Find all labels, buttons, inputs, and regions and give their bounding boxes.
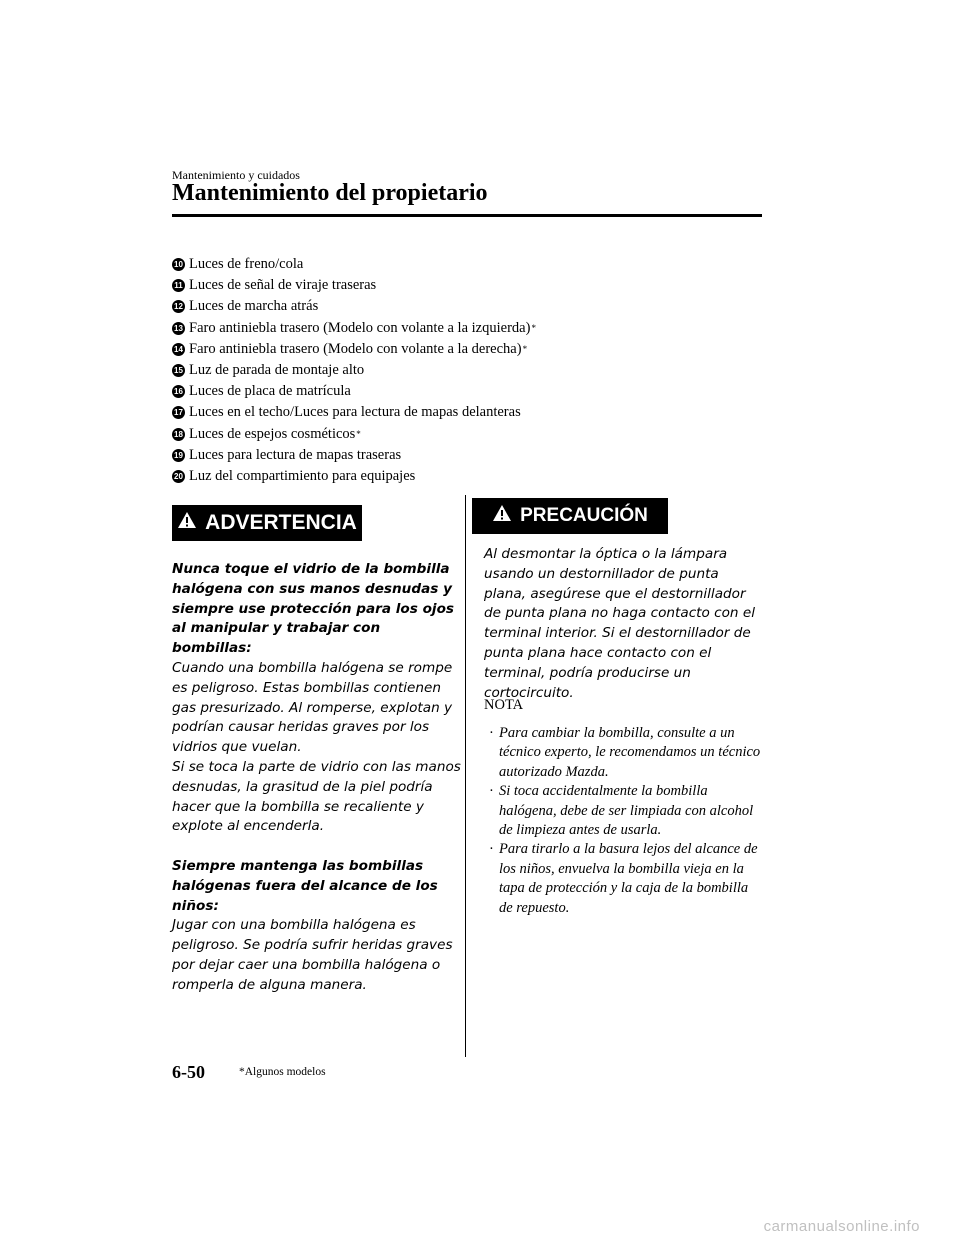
list-item-text: Luces para lectura de mapas traseras xyxy=(189,446,402,463)
list-item-text: Luces de placa de matrícula xyxy=(189,383,351,400)
asterisk: * xyxy=(531,323,536,334)
number-badge: 18 xyxy=(172,428,185,441)
list-item-text: Luz del compartimiento para equipajes xyxy=(189,467,416,484)
list-item-text: Luces de marcha atrás xyxy=(189,298,319,315)
number-badge: 19 xyxy=(172,449,185,462)
list-item xyxy=(172,360,536,381)
number-badge: 12 xyxy=(172,300,185,313)
bullet: · xyxy=(489,783,494,800)
list-item xyxy=(489,840,764,918)
list-item xyxy=(172,275,536,296)
number-badge: 17 xyxy=(172,406,185,419)
page-title: Mantenimiento del propietario xyxy=(172,180,488,206)
number-badge: 10 xyxy=(172,258,185,271)
warning-paragraph: Si se toca la parte de vidrio con las manos desnudas, la grasitud de la piel podría hacer que la bombilla se recaliente y explote al encenderla. xyxy=(172,758,461,835)
caution-icon xyxy=(492,504,512,528)
list-item-text: Faro antiniebla trasero (Modelo con volante a la izquierda) xyxy=(189,319,531,336)
watermark: carmanualsonline.info xyxy=(763,1218,920,1235)
nota-item-text: Para cambiar la bombilla, consulte a un técnico experto, le recomendamos un técnico autorizado Mazda. xyxy=(499,725,761,780)
list-item xyxy=(172,424,536,445)
asterisk: * xyxy=(356,429,361,440)
page-number: 6-50 xyxy=(172,1062,205,1082)
list-item xyxy=(489,724,764,782)
warning-label: ADVERTENCIA xyxy=(205,511,357,534)
list-item-text: Faro antiniebla trasero (Modelo con volante a la derecha) xyxy=(189,340,522,357)
list-item xyxy=(172,254,536,275)
list-item xyxy=(172,402,536,423)
caution-badge xyxy=(472,498,668,534)
asterisk: * xyxy=(522,344,528,355)
warning-text xyxy=(172,560,462,996)
list-item xyxy=(489,782,764,840)
list-item xyxy=(172,466,536,487)
bullet: · xyxy=(489,841,494,858)
list-item xyxy=(172,339,536,360)
warning-heading-2: Siempre mantenga las bombillas halógenas fuera del alcance de los niños: xyxy=(172,857,438,914)
warning-heading-1: Nunca toque el vidrio de la bombilla halógena con sus manos desnudas y siempre use protección para los ojos al manipular y trabajar con bombillas: xyxy=(172,561,455,657)
caution-label: PRECAUCIÓN xyxy=(520,505,648,526)
nota-title: NOTA xyxy=(484,697,524,713)
list-item xyxy=(172,296,536,317)
nota-item-text: Para tirarlo a la basura lejos del alcance de los niños, envuelva la bombilla vieja en la tapa de protección y la caja de la bombilla de repuesto. xyxy=(499,841,758,916)
column-divider xyxy=(465,495,466,1057)
footnote: *Algunos modelos xyxy=(239,1066,326,1078)
caution-text: Al desmontar la óptica o la lámpara usando un destornillador de punta plana, asegúrese que el destornillador de punta plana no haga contacto con el terminal interior. Si el destornillador de punta plana hace contacto con el terminal, podría producirse un cortocircuito. xyxy=(484,546,756,701)
number-badge: 15 xyxy=(172,364,185,377)
nota-list xyxy=(489,724,764,918)
number-badge: 20 xyxy=(172,470,185,483)
list-item-text: Luces en el techo/Luces para lectura de mapas delanteras xyxy=(189,404,521,421)
warning-badge xyxy=(172,505,362,541)
list-item xyxy=(172,381,536,402)
warning-paragraph: Jugar con una bombilla halógena es peligroso. Se podría sufrir heridas graves por dejar caer una bombilla halógena o romperla de alguna manera. xyxy=(172,917,453,993)
nota-item-text: Si toca accidentalmente la bombilla halógena, debe de ser limpiada con alcohol de limpieza antes de usarla. xyxy=(499,783,754,839)
title-rule xyxy=(172,214,762,217)
list-item-text: Luz de parada de montaje alto xyxy=(189,362,365,379)
warning-icon xyxy=(177,511,197,535)
lights-list xyxy=(172,254,536,487)
list-item-text: Luces de señal de viraje traseras xyxy=(189,277,377,294)
list-item-text: Luces de freno/cola xyxy=(189,256,304,273)
list-item xyxy=(172,318,536,339)
warning-paragraph: Cuando una bombilla halógena se rompe es peligroso. Estas bombillas contienen gas presurizado. Al romperse, explotan y podrían causar heridas graves por los vidrios que vuelan. xyxy=(172,659,453,756)
list-item xyxy=(172,445,536,466)
section-label: Mantenimiento y cuidados xyxy=(172,168,300,182)
number-badge: 14 xyxy=(172,343,185,356)
number-badge: 13 xyxy=(172,322,185,335)
number-badge: 11 xyxy=(172,279,185,292)
number-badge: 16 xyxy=(172,385,185,398)
bullet: · xyxy=(489,725,494,741)
list-item-text: Luces de espejos cosméticos xyxy=(189,425,356,442)
